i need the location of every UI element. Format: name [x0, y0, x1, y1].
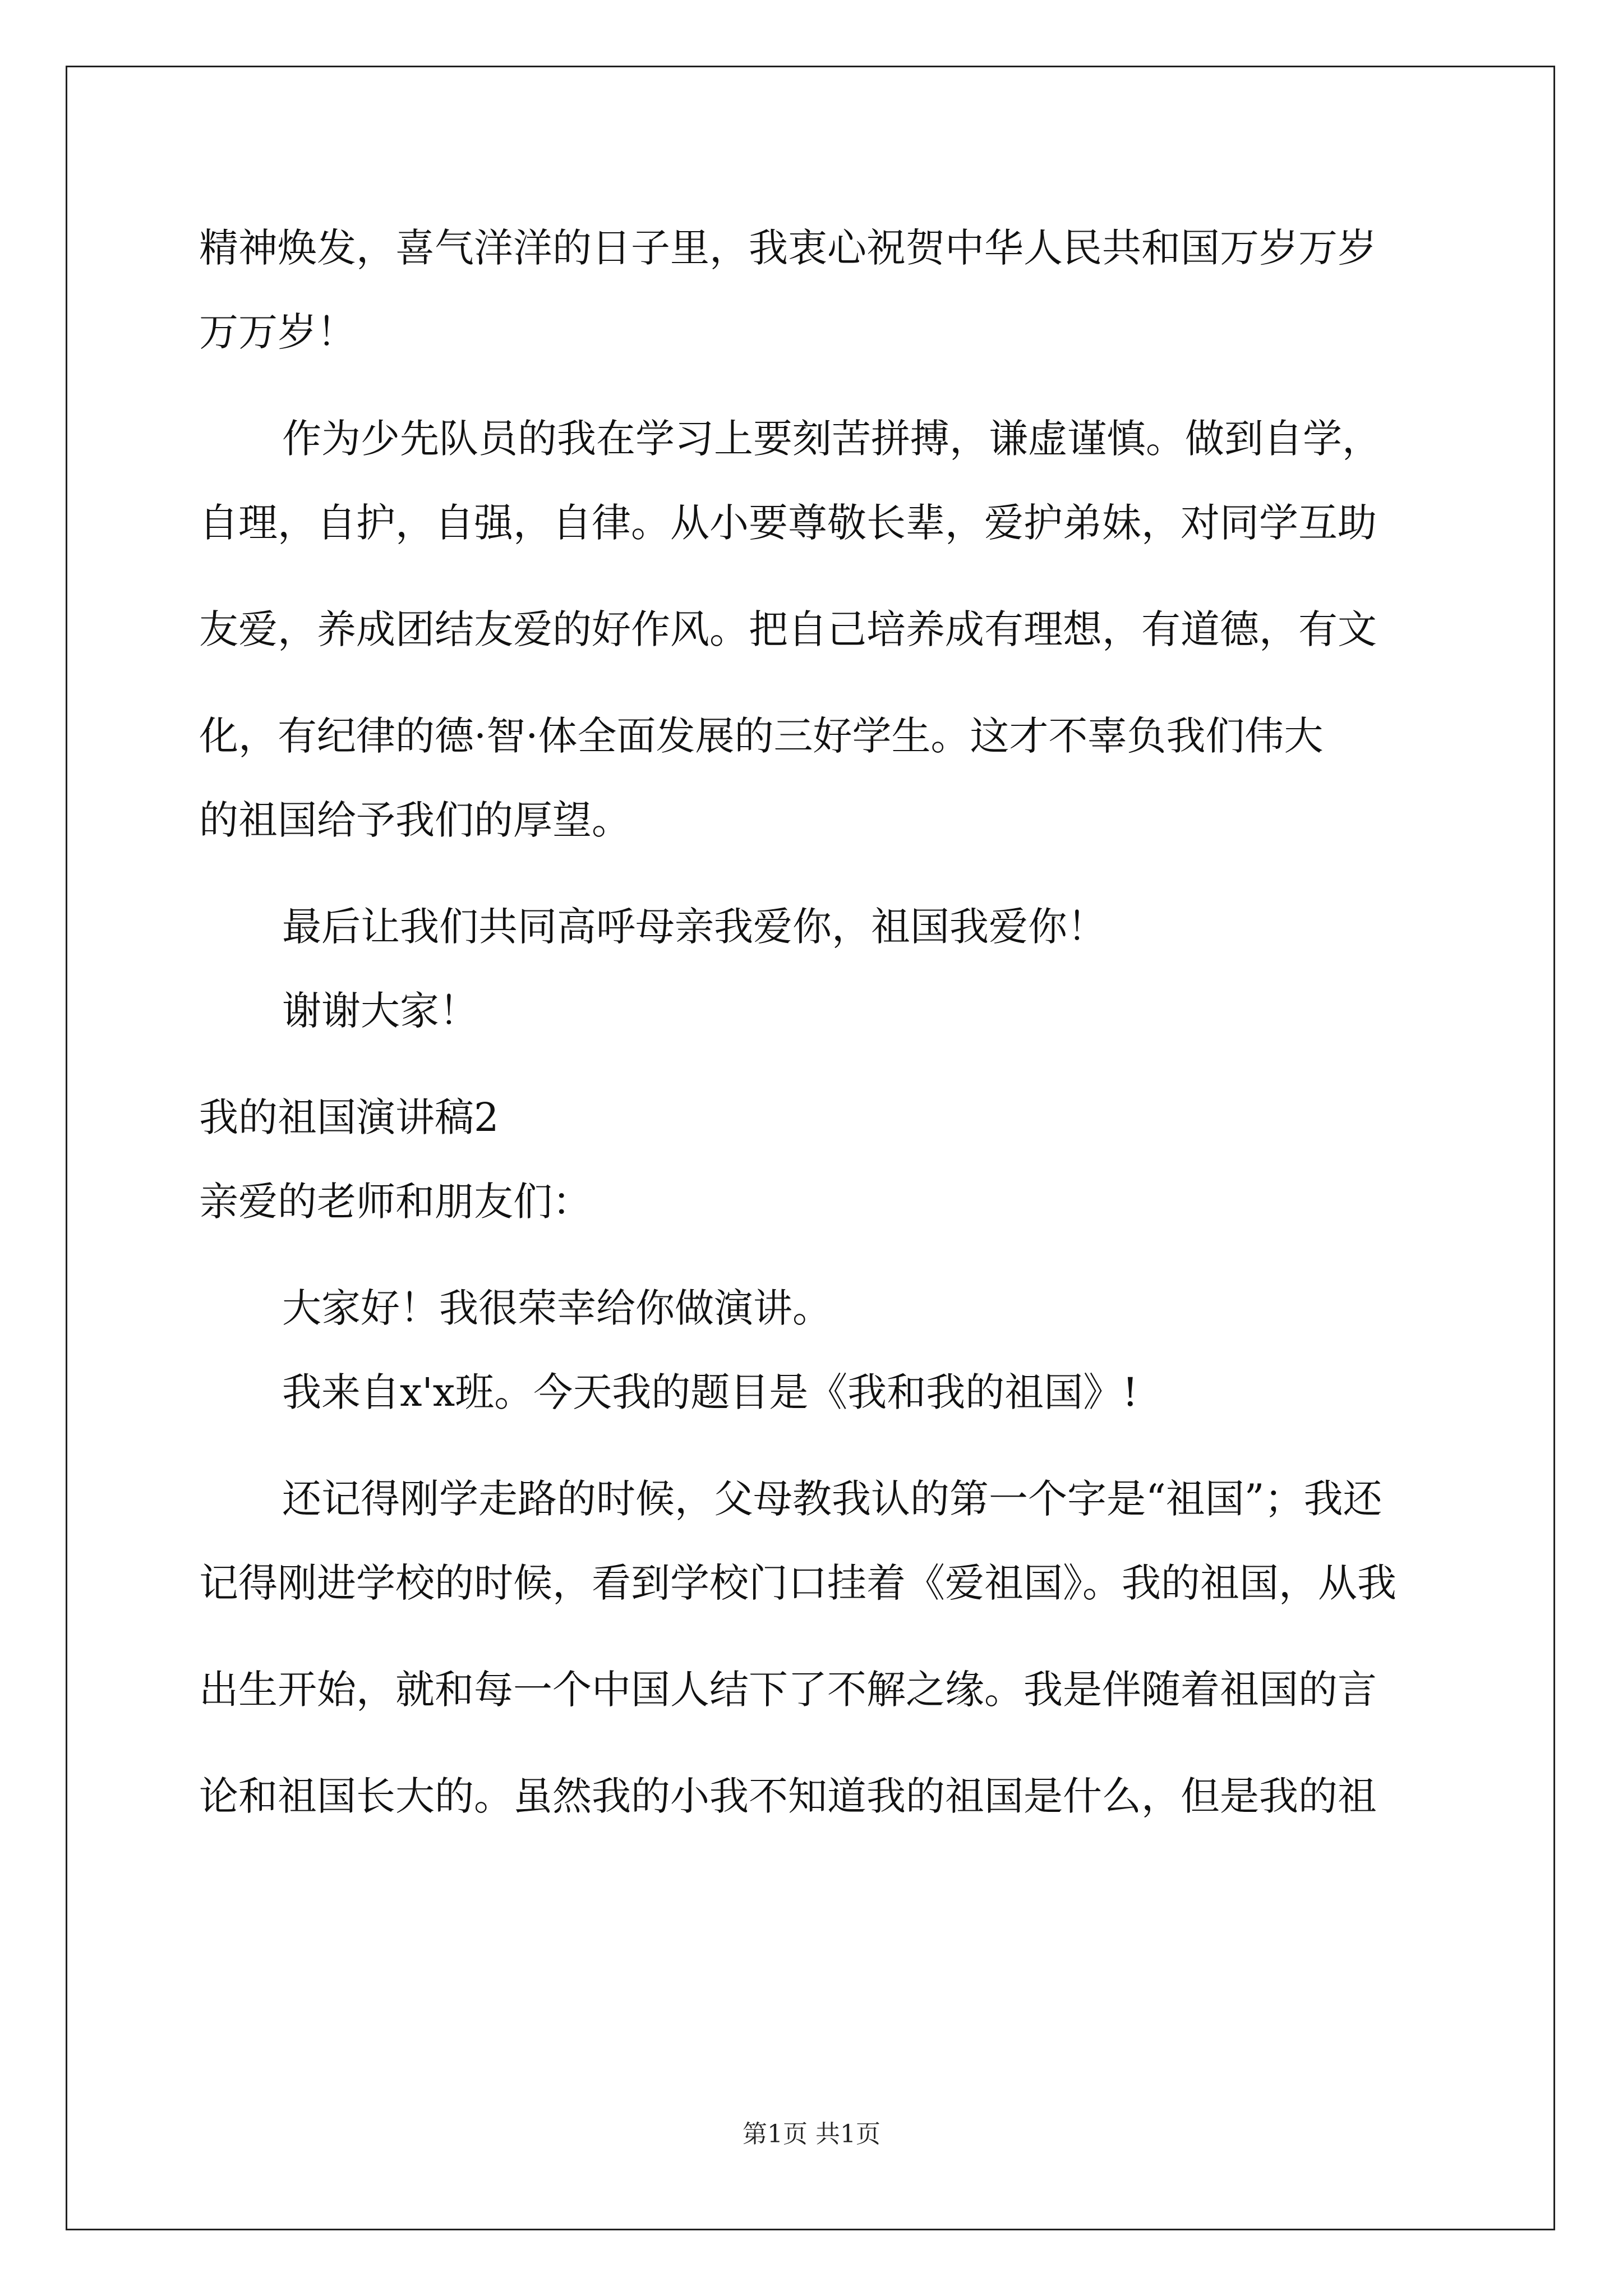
text-line: 作为少先队员的我在学习上要刻苦拼搏，谦虚谨慎。做到自学， — [282, 416, 1381, 462]
text-line: 最后让我们共同高呼母亲我爱你，祖国我爱你！ — [282, 904, 1106, 950]
section-heading: 我的祖国演讲稿2 — [199, 1094, 499, 1140]
text-line: 友爱，养成团结友爱的好作风。把自己培养成有理想，有道德，有文 — [199, 606, 1377, 652]
text-line: 万万岁！ — [199, 309, 356, 355]
text-line: 记得刚进学校的时候，看到学校门口挂着《爱祖国》。我的祖国，从我 — [199, 1560, 1396, 1606]
text-line: 我来自x'x班。今天我的题目是《我和我的祖国》! — [282, 1369, 1138, 1415]
text-line: 谢谢大家！ — [282, 988, 478, 1034]
text-line: 大家好！我很荣幸给你做演讲。 — [282, 1285, 832, 1331]
text-line: 自理，自护，自强，自律。从小要尊敬长辈，爱护弟妹，对同学互助 — [199, 500, 1377, 546]
page-frame — [66, 66, 1555, 2230]
text-line: 精神焕发，喜气洋洋的日子里，我衷心祝贺中华人民共和国万岁万岁 — [199, 225, 1377, 271]
text-line: 出生开始，就和每一个中国人结下了不解之缘。我是伴随着祖国的言 — [199, 1667, 1377, 1713]
text-line: 还记得刚学走路的时候，父母教我认的第一个字是“祖国”；我还 — [282, 1476, 1382, 1522]
page-footer: 第1页 共1页 — [743, 2120, 880, 2148]
text-line: 的祖国给予我们的厚望。 — [199, 797, 631, 843]
salutation: 亲爱的老师和朋友们： — [199, 1179, 592, 1225]
text-line: 化，有纪律的德·智·体全面发展的三好学生。这才不辜负我们伟大 — [199, 713, 1324, 759]
text-line: 论和祖国长大的。虽然我的小我不知道我的祖国是什么，但是我的祖 — [199, 1773, 1377, 1819]
